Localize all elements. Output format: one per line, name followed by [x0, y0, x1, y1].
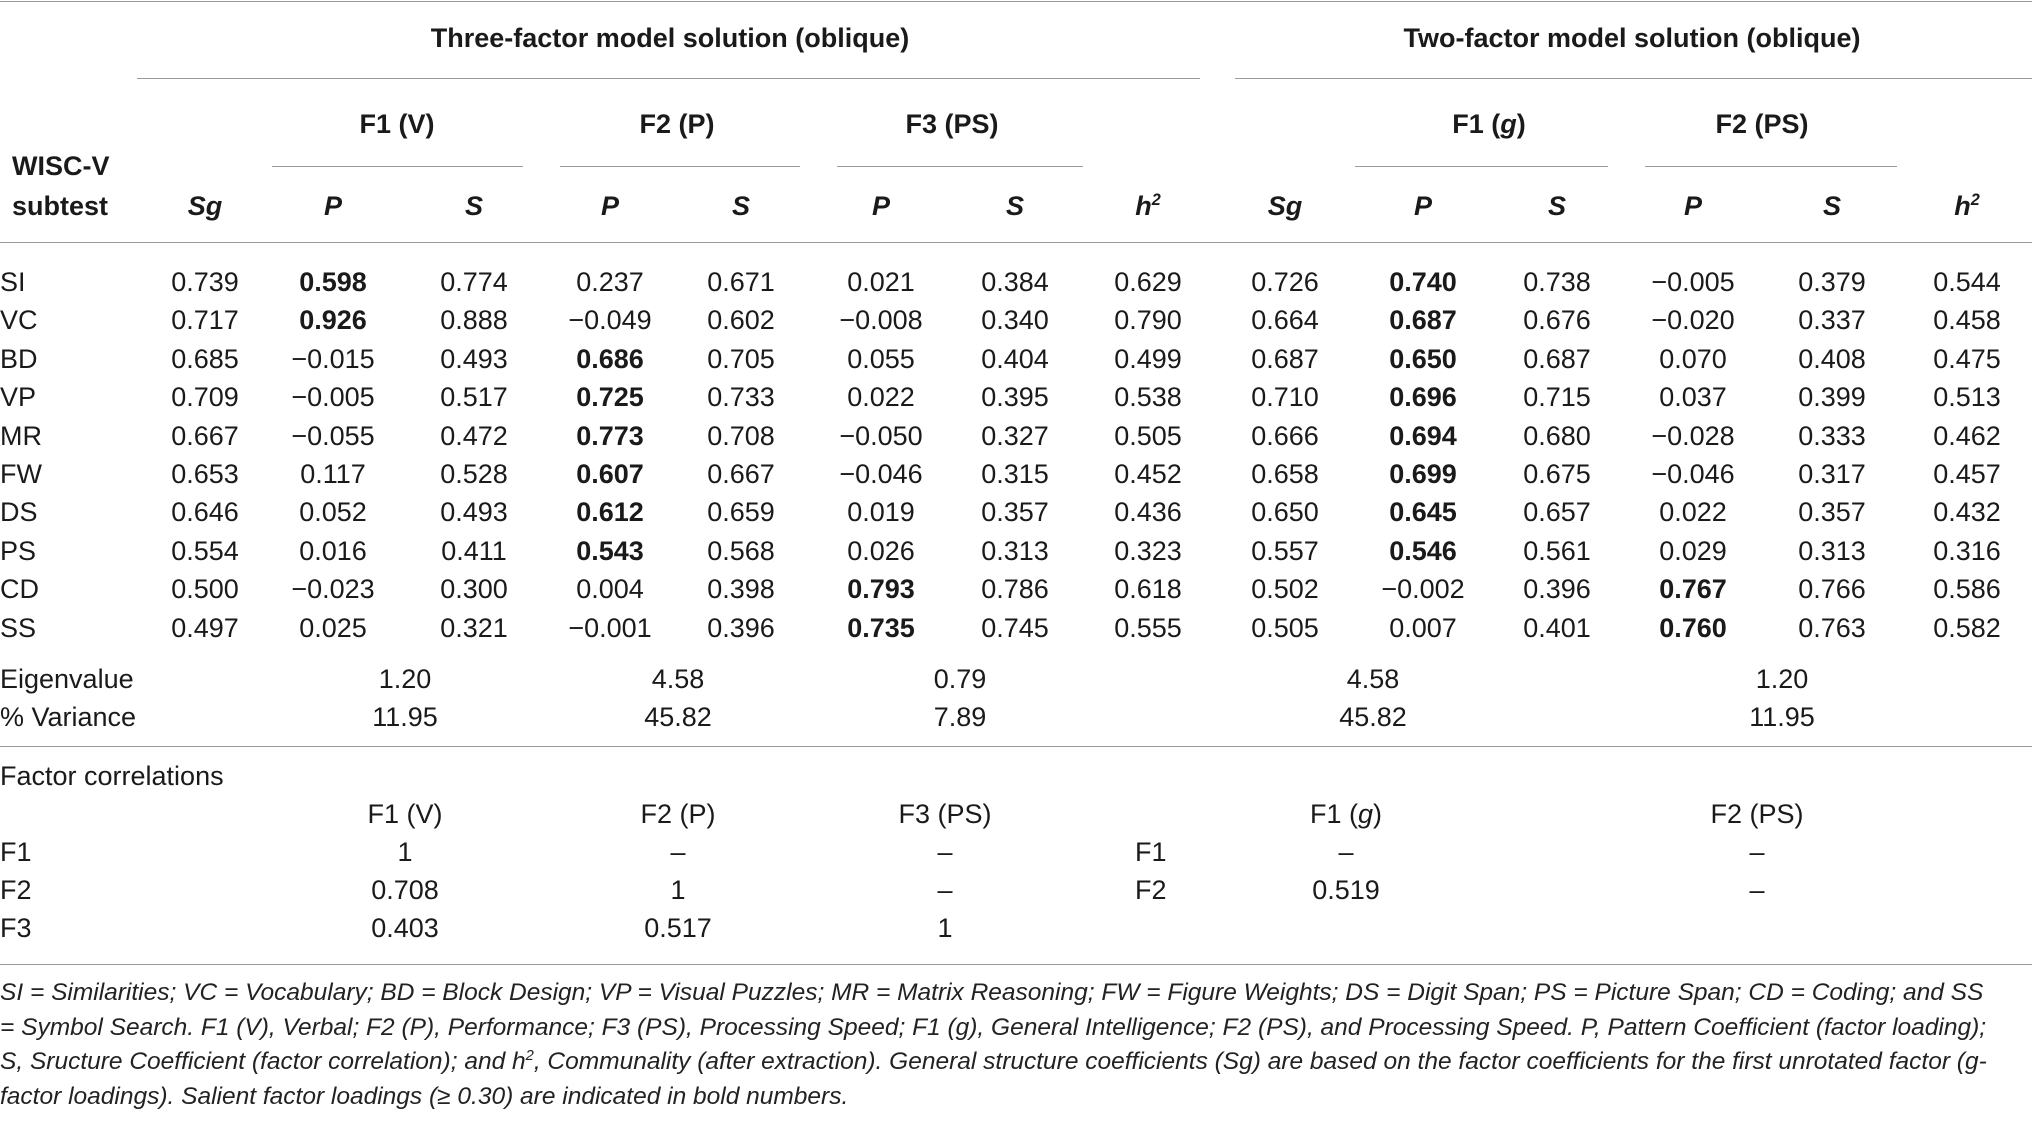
- cell-sg2: 0.505: [1251, 612, 1319, 643]
- corr-cell: –: [937, 875, 953, 905]
- variance-two-value: 11.95: [1749, 702, 1815, 732]
- cell-sg3: 0.497: [171, 612, 239, 643]
- cell-sg2: 0.502: [1251, 574, 1319, 605]
- cell-s-f2ps: 0.399: [1798, 382, 1866, 413]
- cell-p-f2p: 0.612: [576, 497, 644, 528]
- corr-row-label: F3: [0, 913, 32, 943]
- cell-sg3: 0.709: [171, 382, 239, 413]
- row-label: VC: [0, 305, 38, 336]
- header-bottom-rule: [0, 242, 2032, 243]
- row-header-line2: subtest: [12, 191, 109, 221]
- cell-p-f1v: −0.023: [291, 574, 375, 605]
- corr-cell: –: [670, 837, 686, 867]
- corr-cell: 1: [937, 913, 953, 943]
- cell-sg2: 0.687: [1251, 343, 1319, 374]
- subheader-p-f1g: P: [1413, 191, 1433, 221]
- cell-s-f2ps: 0.337: [1798, 305, 1866, 336]
- cell-s-f2ps: 0.766: [1798, 574, 1866, 605]
- cell-sg2: 0.658: [1251, 459, 1319, 489]
- corr-cell: 0.708: [371, 875, 439, 905]
- cell-s-f1g: 0.396: [1523, 574, 1591, 605]
- cell-s-f2p: 0.733: [707, 382, 775, 413]
- cell-s-f3ps: 0.327: [981, 420, 1049, 451]
- subheader-p-f1v: P: [323, 191, 343, 221]
- cell-s-f3ps: 0.315: [981, 459, 1049, 489]
- cell-s-f3ps: 0.384: [981, 267, 1049, 297]
- row-label: DS: [0, 497, 38, 528]
- subheader-s-f2p: S: [731, 191, 751, 221]
- cell-sg3: 0.653: [171, 459, 239, 489]
- cell-p-f3ps: −0.046: [839, 459, 923, 489]
- cell-s-f1v: 0.888: [440, 305, 508, 336]
- cell-sg2: 0.726: [1251, 267, 1319, 297]
- f2ps-rule: [1645, 166, 1897, 167]
- cell-sg3: 0.717: [171, 305, 239, 336]
- factor-header-f2p: F2 (P): [639, 109, 715, 139]
- cell-s-f1v: 0.517: [440, 382, 508, 413]
- cell-s-f3ps: 0.745: [981, 612, 1049, 643]
- cell-s-f2p: 0.396: [707, 612, 775, 643]
- f1v-rule: [272, 166, 523, 167]
- corr-cell: 1: [397, 837, 413, 867]
- corr-cell: –: [1338, 837, 1354, 867]
- eigen-two-value: 4.58: [1346, 664, 1400, 694]
- cell-p-f2p: 0.773: [576, 420, 644, 451]
- variance-label: % Variance: [0, 702, 137, 732]
- cell-p-f1v: 0.926: [299, 305, 367, 336]
- cell-s-f3ps: 0.340: [981, 305, 1049, 336]
- cell-sg2: 0.666: [1251, 420, 1319, 451]
- variance-three-value: 7.89: [933, 702, 987, 732]
- cell-h2-2: 0.544: [1933, 267, 2001, 297]
- cell-p-f1g: 0.546: [1389, 535, 1457, 566]
- body-bottom-rule: [0, 746, 2032, 747]
- subheader-s-f1v: S: [464, 191, 484, 221]
- subheader-sg3: Sg: [187, 191, 223, 221]
- variance-three-value: 45.82: [644, 702, 712, 732]
- cell-s-f1g: 0.561: [1523, 535, 1591, 566]
- cell-h2-2: 0.586: [1933, 574, 2001, 605]
- factor-correlations-title: Factor correlations: [0, 761, 224, 791]
- cell-sg2: 0.557: [1251, 535, 1319, 566]
- corr-cell: 0.403: [371, 913, 439, 943]
- cell-h2-2: 0.458: [1933, 305, 2001, 336]
- eigen-three-value: 4.58: [651, 664, 705, 694]
- f2p-rule: [560, 166, 800, 167]
- cell-h2-3: 0.538: [1114, 382, 1182, 413]
- row-label: SI: [0, 267, 26, 297]
- cell-s-f3ps: 0.395: [981, 382, 1049, 413]
- cell-p-f2p: 0.004: [576, 574, 644, 605]
- cell-p-f1v: 0.016: [299, 535, 367, 566]
- cell-p-f1v: 0.117: [300, 459, 366, 489]
- cell-s-f1v: 0.300: [440, 574, 508, 605]
- subheader-p-f2ps: P: [1683, 191, 1703, 221]
- cell-s-f2ps: 0.408: [1798, 343, 1866, 374]
- cell-p-f2ps: 0.767: [1659, 574, 1727, 605]
- corr-cell: 0.517: [644, 913, 712, 943]
- cell-s-f2p: 0.705: [707, 343, 775, 374]
- row-header-line1: WISC-V: [12, 151, 110, 181]
- cell-p-f1g: 0.645: [1389, 497, 1457, 528]
- cell-s-f2ps: 0.333: [1798, 420, 1866, 451]
- cell-h2-3: 0.505: [1114, 420, 1182, 451]
- cell-p-f2ps: −0.020: [1651, 305, 1735, 336]
- row-label: FW: [0, 459, 42, 489]
- cell-s-f2p: 0.708: [707, 420, 775, 451]
- cell-h2-3: 0.499: [1114, 343, 1182, 374]
- f1g-rule: [1355, 166, 1608, 167]
- cell-s-f1v: 0.321: [440, 612, 508, 643]
- cell-sg3: 0.554: [171, 535, 239, 566]
- cell-sg2: 0.710: [1251, 382, 1319, 413]
- corr-col-f1v: F1 (V): [367, 799, 443, 829]
- cell-h2-3: 0.436: [1114, 497, 1182, 528]
- corr-col-f1g: F1 (g): [1309, 799, 1383, 829]
- factor-header-f1v: F1 (V): [359, 109, 435, 139]
- cell-p-f1v: 0.052: [299, 497, 367, 528]
- two-factor-title: Two-factor model solution (oblique): [1403, 23, 1861, 53]
- three-factor-title: Three-factor model solution (oblique): [430, 23, 910, 53]
- cell-p-f1g: 0.650: [1389, 343, 1457, 374]
- cell-s-f1v: 0.774: [440, 267, 508, 297]
- cell-s-f3ps: 0.313: [981, 535, 1049, 566]
- cell-h2-3: 0.618: [1114, 574, 1182, 605]
- cell-h2-3: 0.323: [1114, 535, 1182, 566]
- cell-s-f1g: 0.675: [1523, 459, 1591, 489]
- eigen-three-value: 0.79: [933, 664, 987, 694]
- cell-s-f2ps: 0.357: [1798, 497, 1866, 528]
- cell-s-f3ps: 0.786: [981, 574, 1049, 605]
- corr-row-label: F1: [1135, 837, 1167, 867]
- cell-p-f3ps: 0.055: [847, 343, 915, 374]
- cell-s-f1v: 0.472: [440, 420, 508, 451]
- corr-cell: 0.519: [1312, 875, 1380, 905]
- corr-cell: 1: [670, 875, 686, 905]
- factor-header-f1g: F1 (g): [1452, 109, 1526, 139]
- cell-p-f1g: 0.740: [1389, 267, 1457, 297]
- cell-s-f1g: 0.738: [1523, 267, 1591, 297]
- cell-p-f1g: 0.699: [1389, 459, 1457, 489]
- cell-sg3: 0.739: [171, 267, 239, 297]
- cell-p-f1v: −0.005: [291, 382, 375, 413]
- cell-p-f1v: 0.598: [299, 267, 367, 297]
- subheader-s-f2ps: S: [1822, 191, 1842, 221]
- two-factor-group-rule: [1235, 78, 2032, 79]
- cell-s-f2p: 0.398: [707, 574, 775, 605]
- variance-two-value: 45.82: [1339, 702, 1407, 732]
- cell-p-f2ps: −0.046: [1651, 459, 1735, 489]
- cell-s-f2ps: 0.313: [1798, 535, 1866, 566]
- corr-cell: –: [1749, 837, 1765, 867]
- subheader-p-f3ps: P: [871, 191, 891, 221]
- table-footnote: SI = Similarities; VC = Vocabulary; BD = Block Design; VP = Visual Puzzles; MR = Matrix Reasoning; FW = Figure Weights; DS = Digit Span; PS = Picture Span; CD = Coding; and SS = Symbol Search. F1 (V), Verbal; F2 (P), Performance; F3 (PS), Processing Speed; F1 (g), General Intelligence; F2 (PS), and Processing Speed. P, Pattern Coefficient (factor loading); S, Sructure Coefficient (factor correlation); and $h^2$, Communality (after extraction). General structure coefficients (Sg) are based on the factor coefficients for the first unrotated factor (g-factor loadings). Salient factor loadings (≥ 0.30) are indicated in bold numbers.: [0, 979, 1987, 1110]
- subheader-s-f1g: S: [1547, 191, 1567, 221]
- cell-s-f1v: 0.493: [440, 497, 508, 528]
- subheader-h2-3: $h^2$: [1135, 191, 1161, 221]
- cell-p-f3ps: 0.793: [847, 574, 915, 605]
- cell-p-f2ps: 0.037: [1659, 382, 1727, 413]
- cell-h2-3: 0.555: [1114, 612, 1182, 643]
- cell-sg2: 0.650: [1251, 497, 1319, 528]
- cell-p-f3ps: 0.022: [847, 382, 915, 413]
- cell-h2-2: 0.462: [1933, 420, 2001, 451]
- cell-s-f2p: 0.568: [707, 535, 775, 566]
- subheader-sg2: Sg: [1267, 191, 1303, 221]
- cell-s-f2p: 0.659: [707, 497, 775, 528]
- cell-p-f1g: −0.002: [1381, 574, 1465, 605]
- row-label: SS: [0, 612, 37, 643]
- cell-sg3: 0.685: [171, 343, 239, 374]
- cell-s-f1v: 0.493: [440, 343, 508, 374]
- cell-p-f2ps: 0.070: [1659, 343, 1727, 374]
- variance-three-value: 11.95: [372, 702, 438, 732]
- cell-p-f2p: 0.607: [576, 459, 644, 489]
- corr-row-label: F1: [0, 837, 32, 867]
- row-label: MR: [0, 420, 42, 451]
- cell-h2-2: 0.457: [1933, 459, 2001, 489]
- cell-p-f3ps: 0.021: [847, 267, 915, 297]
- cell-sg3: 0.667: [171, 420, 239, 451]
- eigenvalue-label: Eigenvalue: [0, 664, 134, 694]
- cell-s-f1v: 0.528: [440, 459, 508, 489]
- cell-p-f2ps: 0.760: [1659, 612, 1727, 643]
- subheader-h2-2: $h^2$: [1954, 191, 1980, 221]
- row-label: CD: [0, 574, 39, 605]
- cell-p-f2p: 0.543: [576, 535, 644, 566]
- subheader-p-f2p: P: [600, 191, 620, 221]
- eigen-two-value: 1.20: [1755, 664, 1809, 694]
- cell-p-f2p: 0.725: [576, 382, 644, 413]
- cell-s-f1g: 0.676: [1523, 305, 1591, 336]
- cell-p-f3ps: 0.019: [847, 497, 915, 528]
- cell-sg3: 0.646: [171, 497, 239, 528]
- cell-p-f2p: 0.686: [576, 343, 644, 374]
- cell-p-f3ps: 0.026: [847, 535, 915, 566]
- corr-cell: –: [937, 837, 953, 867]
- cell-p-f2p: −0.049: [568, 305, 652, 336]
- factor-header-f3ps: F3 (PS): [905, 109, 999, 139]
- cell-s-f2p: 0.602: [707, 305, 775, 336]
- cell-s-f1g: 0.401: [1523, 612, 1591, 643]
- cell-h2-2: 0.475: [1933, 343, 2001, 374]
- subheader-s-f3ps: S: [1005, 191, 1025, 221]
- cell-s-f3ps: 0.357: [981, 497, 1049, 528]
- cell-s-f1g: 0.680: [1523, 420, 1591, 451]
- cell-s-f1g: 0.657: [1523, 497, 1591, 528]
- cell-h2-2: 0.513: [1933, 382, 2001, 413]
- top-rule: [0, 1, 2032, 2]
- cell-p-f1v: −0.015: [291, 343, 375, 374]
- row-label: PS: [0, 535, 37, 566]
- cell-s-f2ps: 0.763: [1798, 612, 1866, 643]
- row-label: BD: [0, 343, 38, 374]
- cell-h2-2: 0.432: [1933, 497, 2001, 528]
- cell-s-f1v: 0.411: [441, 535, 507, 566]
- cell-s-f1g: 0.687: [1523, 343, 1591, 374]
- cell-p-f1g: 0.694: [1389, 420, 1457, 451]
- cell-s-f1g: 0.715: [1523, 382, 1591, 413]
- cell-sg2: 0.664: [1251, 305, 1319, 336]
- cell-p-f1g: 0.687: [1389, 305, 1457, 336]
- cell-h2-3: 0.790: [1114, 305, 1182, 336]
- cell-p-f1v: 0.025: [299, 612, 367, 643]
- cell-sg3: 0.500: [171, 574, 239, 605]
- cell-p-f3ps: 0.735: [847, 612, 915, 643]
- eigen-three-value: 1.20: [378, 664, 432, 694]
- cell-s-f2ps: 0.317: [1798, 459, 1866, 489]
- f3ps-rule: [837, 166, 1083, 167]
- cell-p-f2ps: −0.028: [1651, 420, 1735, 451]
- cell-p-f1v: −0.055: [291, 420, 375, 451]
- cell-s-f2ps: 0.379: [1798, 267, 1866, 297]
- factor-header-f2ps: F2 (PS): [1715, 109, 1809, 139]
- cell-s-f3ps: 0.404: [981, 343, 1049, 374]
- corr-col-f3ps: F3 (PS): [898, 799, 992, 829]
- cell-s-f2p: 0.667: [707, 459, 775, 489]
- three-factor-group-rule: [137, 78, 1200, 79]
- table-bottom-rule: [0, 964, 2032, 965]
- cell-h2-3: 0.629: [1114, 267, 1182, 297]
- corr-col-f2p: F2 (P): [640, 799, 716, 829]
- row-label: VP: [0, 382, 37, 413]
- cell-h2-3: 0.452: [1114, 459, 1182, 489]
- cell-s-f2p: 0.671: [707, 267, 775, 297]
- cell-p-f1g: 0.007: [1389, 612, 1457, 643]
- cell-p-f2ps: 0.022: [1659, 497, 1727, 528]
- corr-row-label: F2: [0, 875, 32, 905]
- corr-cell: –: [1749, 875, 1765, 905]
- cell-p-f2p: 0.237: [576, 267, 644, 297]
- corr-row-label: F2: [1135, 875, 1167, 905]
- cell-p-f3ps: −0.050: [839, 420, 923, 451]
- cell-p-f2ps: 0.029: [1659, 535, 1727, 566]
- cell-p-f2ps: −0.005: [1651, 267, 1735, 297]
- cell-h2-2: 0.582: [1933, 612, 2001, 643]
- cell-h2-2: 0.316: [1933, 535, 2001, 566]
- cell-p-f1g: 0.696: [1389, 382, 1457, 413]
- cell-p-f2p: −0.001: [568, 612, 652, 643]
- cell-p-f3ps: −0.008: [839, 305, 923, 336]
- corr-col-f2ps: F2 (PS): [1710, 799, 1804, 829]
